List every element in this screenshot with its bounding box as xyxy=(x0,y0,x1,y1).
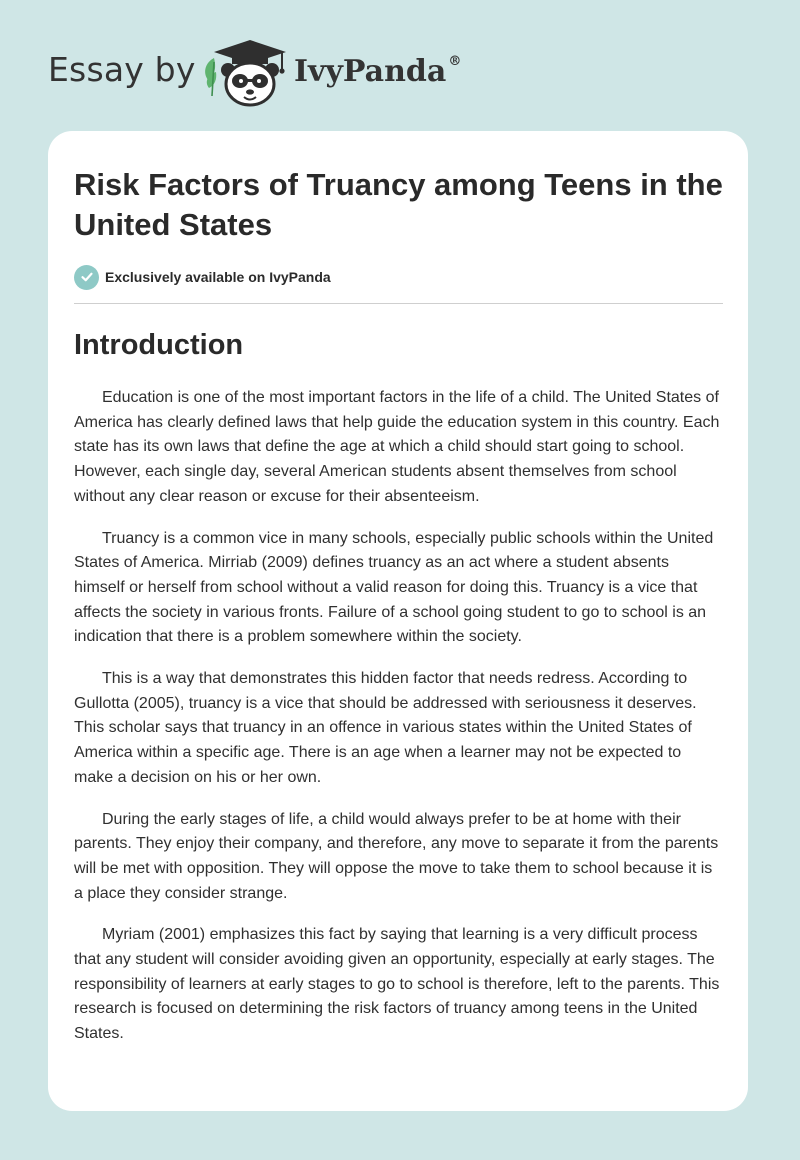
page-title: Risk Factors of Truancy among Teens in the United States xyxy=(74,167,723,242)
paragraph: Education is one of the most important factors in the life of a child. The United States of America has clearly defined laws that help guide the education system in this country. Each state has its own laws that define the age at which a child should start going to school. However, each single day, several American students absent themselves from school without any clear reason or excuse for their absenteeism. xyxy=(74,389,720,505)
registered-mark: ® xyxy=(448,54,462,69)
site-header xyxy=(48,36,488,108)
brand-name[interactable]: IvyPanda ® xyxy=(294,54,462,89)
paragraph: Truancy is a common vice in many schools, especially public schools within the United States of America. Mirriab (2009) defines truancy as an act where a student absents himself or herself from school without a valid reason for doing this. Truancy is a vice that affects the society in various fronts. Failure of a school going student to go to school is an indication that there is a problem somewhere within the society. xyxy=(74,529,714,646)
check-icon xyxy=(74,265,99,290)
paragraph: During the early stages of life, a child would always prefer to be at home with their parents. They enjoy their company, and therefore, any move to separate it from the parents will be met with opposition. They will oppose the move to take them to school because it is a place they consider strange. xyxy=(74,810,719,902)
section-heading: Introduction xyxy=(74,329,244,361)
exclusive-badge xyxy=(74,264,331,290)
paragraph: This is a way that demonstrates this hidden factor that needs redress. According to Gullotta (2005), truancy is a vice that should be addressed with seriousness it deserves. This scholar says that truancy in an offence in various states within the United States of America within a specific age. There is an age when a learner may not be expected to make a decision on his or her own. xyxy=(74,670,697,786)
paragraph: Myriam (2001) emphasizes this fact by saying that learning is a very difficult process that any student will consider avoiding given an opportunity, especially at early stages. The responsibility of learners at early stages to go to school is therefore, left to the parents. This research is focused on determining the risk factors of truancy among teens in the United States. xyxy=(74,926,720,1043)
essay-card xyxy=(48,131,748,1111)
divider xyxy=(74,303,723,304)
essay-by-label: Essay by xyxy=(48,50,196,89)
panda-logo-icon[interactable] xyxy=(200,36,292,108)
essay-body xyxy=(74,386,724,1064)
exclusive-label: Exclusively available on IvyPanda xyxy=(105,269,331,285)
